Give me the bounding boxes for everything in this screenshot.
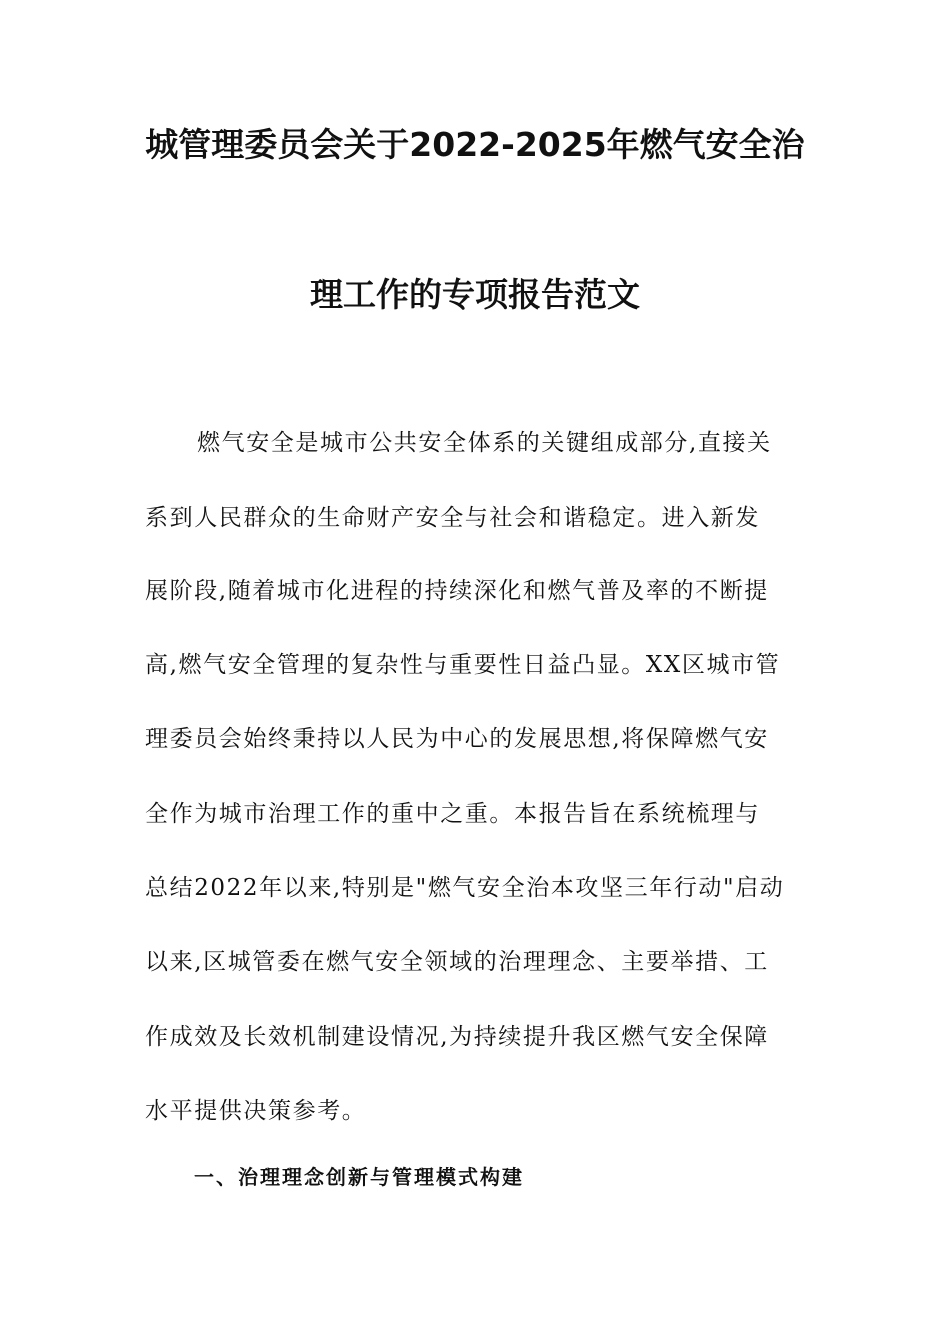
intro-line-2: 系到人民群众的生命财产安全与社会和谐稳定。进入新发: [145, 505, 760, 531]
intro-line-6: 全作为城市治理工作的重中之重。本报告旨在系统梳理与: [145, 801, 760, 827]
intro-line-9: 作成效及长效机制建设情况,为持续提升我区燃气安全保障: [145, 1024, 769, 1050]
title-line-2: 理工作的专项报告范文: [310, 275, 640, 314]
intro-line-10: 水平提供决策参考。: [145, 1098, 367, 1124]
intro-line-3: 展阶段,随着城市化进程的持续深化和燃气普及率的不断提: [145, 578, 769, 604]
intro-line-5: 理委员会始终秉持以人民为中心的发展思想,将保障燃气安: [145, 726, 769, 752]
title-line-1: 城管理委员会关于2022-2025年燃气安全治: [145, 125, 805, 164]
intro-line-1: 燃气安全是城市公共安全体系的关键组成部分,直接关: [197, 430, 772, 456]
section-heading-1: 一、治理理念创新与管理模式构建: [194, 1165, 524, 1189]
intro-line-8: 以来,区城管委在燃气安全领域的治理理念、主要举措、工: [145, 949, 769, 975]
intro-line-4: 高,燃气安全管理的复杂性与重要性日益凸显。XX区城市管: [145, 652, 781, 678]
intro-line-7: 总结2022年以来,特别是"燃气安全治本攻坚三年行动"启动: [145, 875, 785, 901]
